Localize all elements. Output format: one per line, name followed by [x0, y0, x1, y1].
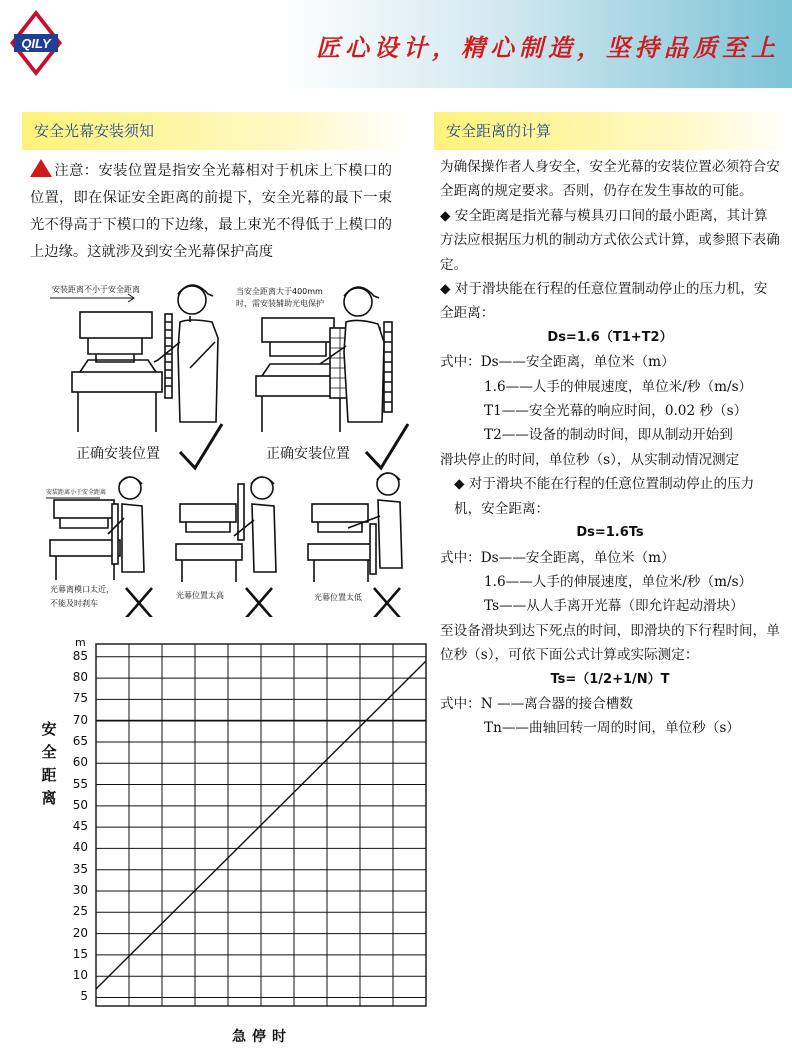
y-tick-label: 85: [72, 648, 88, 663]
y-tick-label: 25: [72, 904, 88, 919]
y-tick-label: 65: [72, 733, 88, 748]
y-tick-label: 5: [80, 989, 88, 1004]
formula-3: Ts=（1/2+1/N）T: [550, 671, 670, 687]
f3-line-2: Tn——曲轴回转一周的时间，单位秒（s）: [484, 720, 740, 737]
y-tick-label: 40: [72, 840, 88, 855]
slogan: 匠心设计，精心制造，坚持品质至上: [316, 33, 780, 62]
y-tick-label: 10: [72, 968, 88, 983]
calculation-text: [440, 155, 780, 741]
f1-line-3: T1——安全光幕的响应时间，0.02 秒（s）: [484, 403, 748, 420]
f2-line-2: 1.6——人手的伸展速度，单位米/秒（m/s）: [484, 573, 753, 590]
section-title-calculation: 安全距离的计算: [434, 112, 792, 150]
bullet-2: ◆ 对于滑块能在行程的任意位置制动停止的压力机，安全距离：: [440, 281, 768, 322]
caption-bottom-mid: 光幕位置太高: [176, 591, 224, 600]
annot-top-right-1: 当安全距离大于400mm: [236, 287, 323, 296]
caption-bottom-left-1: 光幕离模口太近，: [50, 585, 114, 594]
y-tick-label: 80: [72, 670, 88, 685]
f2-line-3: Ts——从人手离开光幕（即允许起动滑块）: [484, 598, 744, 615]
y-tick-label: 15: [72, 946, 88, 961]
y-axis-label: 安全距离: [41, 720, 57, 807]
intro-paragraph: 为确保操作者人身安全，安全光幕的安装位置必须符合安全距离的规定要求。否则，仍存在发生事故的可能。: [440, 159, 780, 200]
annot-top-left: 安装距离不小于安全距离: [52, 285, 140, 294]
caption-top-right: 正确安装位置: [266, 446, 350, 462]
caption-bottom-left-2: 不能及时刹车: [50, 599, 98, 608]
y-tick-label: 70: [72, 712, 88, 727]
f1-line-1: 式中：Ds——安全距离，单位米（m）: [440, 354, 675, 371]
bullet-1: ◆ 安全距离是指光幕与模具刃口间的最小距离，其计算方法应根据压力机的制动方式依公式计算，或参照下表确定。: [440, 207, 780, 273]
installation-illustrations: [30, 272, 420, 617]
y-tick-label: 35: [72, 861, 88, 876]
f1-line-5: 滑块停止的时间，单位秒（s），从实制动情况测定: [440, 451, 740, 468]
y-tick-label: 55: [72, 776, 88, 791]
f1-line-4: T2——设备的制动时间，即从制动开始到: [484, 427, 733, 444]
formula-1: Ds=1.6（T1+T2）: [547, 329, 673, 345]
y-unit-label: m: [75, 636, 86, 649]
x-axis-label: 急停时: [232, 1029, 292, 1045]
logo-text: QILY: [21, 36, 51, 51]
installation-note: [30, 158, 392, 266]
page-header: [0, 0, 792, 88]
f2-line-1: 式中：Ds——安全距离，单位米（m）: [440, 549, 675, 566]
f2-line-4: 至设备滑块到达下死点的时间，即滑块的下行程时间，单位秒（s），可依下面公式计算或实际测定：: [440, 622, 780, 664]
f1-line-2: 1.6——人手的伸展速度，单位米/秒（m/s）: [484, 378, 753, 395]
section-title-installation: 安全光幕安装须知: [22, 112, 412, 150]
safety-distance-chart: [95, 643, 427, 1007]
y-tick-label: 20: [72, 925, 88, 940]
y-tick-label: 45: [72, 819, 88, 834]
y-tick-label: 50: [72, 797, 88, 812]
f3-line-1: 式中：N ——离合器的接合槽数: [440, 695, 633, 712]
annot-bottom-left: 安装距离小于安全距离: [46, 489, 107, 496]
bullet-3: ◆ 对于滑块不能在行程的任意位置制动停止的压力机，安全距离：: [454, 476, 755, 517]
y-tick-label: 60: [72, 755, 88, 770]
caption-top-left: 正确安装位置: [76, 446, 160, 462]
annot-top-right-2: 时，需安装辅助光电保护: [236, 299, 324, 308]
formula-2: Ds=1.6Ts: [576, 525, 644, 541]
y-tick-label: 30: [72, 883, 88, 897]
installation-note-text: 注意：安装位置是指安全光幕相对于机床上下模口的位置，即在保证安全距离的前提下，安全光幕的最下一束光不得高于下模口的下边缘，最上束光不得低于上模口的上边缘。这就涉及到安全光幕保护高度: [30, 163, 392, 260]
company-logo: [8, 8, 64, 78]
caption-bottom-right: 光幕位置太低: [314, 593, 362, 602]
warning-icon: [30, 159, 52, 177]
y-tick-label: 75: [72, 691, 88, 706]
